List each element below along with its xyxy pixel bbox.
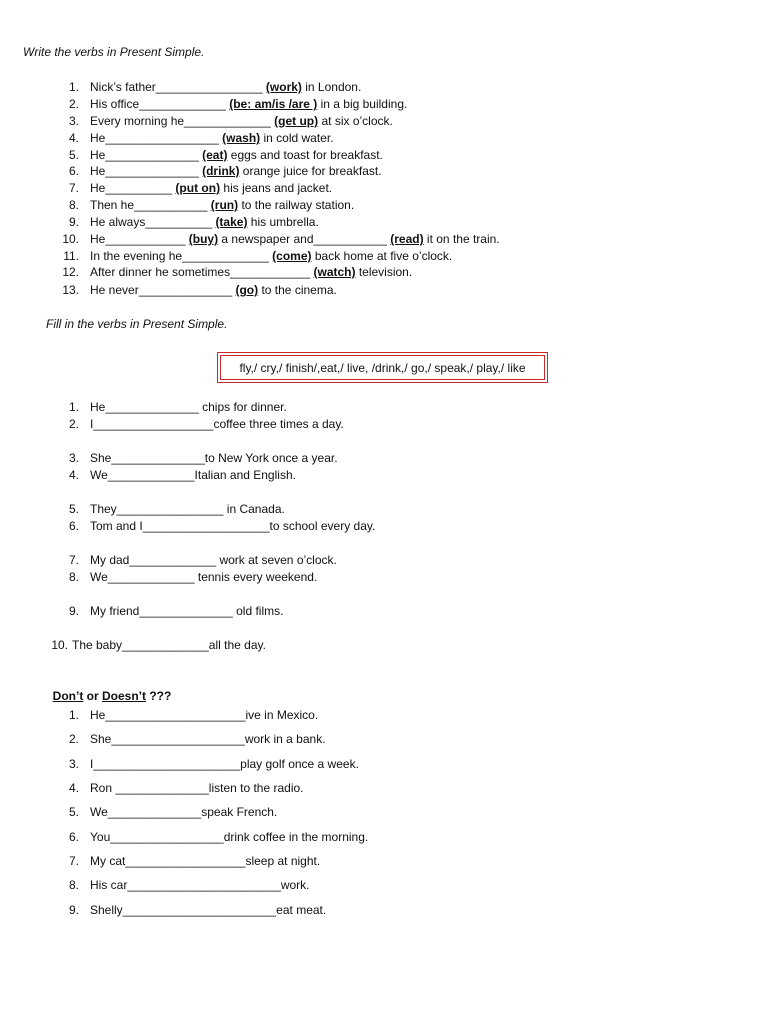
section2-title: Fill in the verbs in Present Simple. [46, 317, 228, 331]
verb-hint: (get up) [274, 114, 319, 128]
item-number: 11. [63, 249, 79, 263]
sentence-fragment: He______________ [90, 148, 203, 162]
item-text: I__________________coffee three times a day. [90, 417, 344, 431]
sentence-fragment: Nick’s father________________ [90, 80, 266, 94]
item-text: He_____________________ive in Mexico. [90, 708, 319, 722]
item-text: Shelly_______________________eat meat. [90, 903, 327, 917]
sentence-fragment: He never______________ [90, 283, 236, 297]
dont-label: Don’t [52, 689, 84, 703]
item-text: We_____________ tennis every weekend. [90, 570, 318, 584]
item-number: 4. [68, 468, 79, 482]
item-text [90, 131, 334, 146]
item-text [90, 148, 383, 163]
verb-hint: (work) [265, 80, 302, 94]
or-label: or [83, 689, 102, 703]
item-number: 7. [68, 181, 79, 195]
item-number: 9. [68, 903, 79, 917]
verb-hint: (drink) [202, 164, 240, 178]
item-number: 5. [68, 502, 79, 516]
item-text: My friend______________ old films. [90, 604, 284, 618]
verb-hint: (run) [210, 198, 239, 212]
item-text [90, 181, 332, 196]
verb-hint: (watch) [313, 265, 356, 279]
item-text: The baby_____________all the day. [72, 638, 266, 652]
item-number: 8. [68, 570, 79, 584]
sentence-fragment: After dinner he sometimes____________ [90, 265, 314, 279]
item-number: 3. [68, 451, 79, 465]
item-number: 1. [68, 400, 79, 414]
item-text [90, 249, 452, 264]
verb-hint: (come) [272, 249, 312, 263]
item-number: 8. [68, 198, 79, 212]
sentence-fragment: He__________ [90, 181, 176, 195]
item-text [90, 283, 337, 298]
sentence-fragment: Then he___________ [90, 198, 211, 212]
item-text [90, 215, 319, 230]
item-number: 6. [68, 830, 79, 844]
word-bank-text: fly,/ cry,/ finish/,eat,/ live, /drink,/ go,/ speak,/ play,/ like [220, 355, 545, 380]
item-number: 6. [68, 519, 79, 533]
item-number: 9. [68, 215, 79, 229]
item-text: His car_______________________work. [90, 878, 310, 892]
item-number: 2. [68, 97, 79, 111]
item-number: 2. [68, 732, 79, 746]
item-text [90, 114, 393, 129]
sentence-fragment: in a big building. [317, 97, 408, 111]
sentence-fragment: to the railway station. [238, 198, 355, 212]
item-number: 13. [62, 283, 79, 297]
item-text [90, 164, 382, 179]
item-text: My dad_____________ work at seven o’clock. [90, 553, 337, 567]
item-number: 2. [68, 417, 79, 431]
item-number: 3. [68, 114, 79, 128]
item-number: 6. [68, 164, 79, 178]
item-text: They________________ in Canada. [90, 502, 285, 516]
sentence-fragment: it on the train. [423, 232, 500, 246]
section1-title: Write the verbs in Present Simple. [23, 45, 205, 59]
sentence-fragment: to the cinema. [258, 283, 337, 297]
item-text [90, 80, 361, 95]
item-text [90, 232, 500, 247]
sentence-fragment: He_________________ [90, 131, 223, 145]
item-text: She____________________work in a bank. [90, 732, 326, 746]
item-text: My cat__________________sleep at night. [90, 854, 321, 868]
item-number: 5. [68, 148, 79, 162]
sentence-fragment: his umbrella. [247, 215, 319, 229]
sentence-fragment: in cold water. [260, 131, 334, 145]
verb-hint: (be: am/is /are ) [229, 97, 318, 111]
item-number: 7. [68, 553, 79, 567]
title-suffix: ??? [146, 689, 172, 703]
item-text: She______________to New York once a year. [90, 451, 338, 465]
item-text: You_________________drink coffee in the morning. [90, 830, 369, 844]
sentence-fragment: television. [355, 265, 413, 279]
item-number: 3. [68, 757, 79, 771]
word-bank-box [217, 352, 548, 383]
doesnt-label: Doesn’t [102, 689, 147, 703]
verb-hint: (go) [235, 283, 259, 297]
verb-hint: (read) [390, 232, 424, 246]
item-text: We_____________Italian and English. [90, 468, 296, 482]
section3-title [46, 674, 171, 704]
item-number: 5. [68, 805, 79, 819]
item-text: He______________ chips for dinner. [90, 400, 287, 414]
verb-hint: (take) [215, 215, 248, 229]
item-number: 1. [68, 80, 79, 94]
verb-hint: (eat) [202, 148, 228, 162]
sentence-fragment: back home at five o’clock. [311, 249, 453, 263]
sentence-fragment: He______________ [90, 164, 203, 178]
sentence-fragment: He always__________ [90, 215, 216, 229]
item-number: 8. [68, 878, 79, 892]
item-text [90, 198, 354, 213]
sentence-fragment: Every morning he_____________ [90, 114, 275, 128]
sentence-fragment: His office_____________ [90, 97, 230, 111]
item-number: 10. [51, 638, 68, 652]
item-number: 9. [68, 604, 79, 618]
item-text: We______________speak French. [90, 805, 278, 819]
sentence-fragment: orange juice for breakfast. [239, 164, 382, 178]
item-text: Tom and I___________________to school every day. [90, 519, 376, 533]
item-number: 12. [62, 265, 79, 279]
verb-hint: (put on) [175, 181, 221, 195]
sentence-fragment: He____________ [90, 232, 189, 246]
item-text [90, 97, 407, 112]
item-number: 7. [68, 854, 79, 868]
sentence-fragment: at six o’clock. [318, 114, 393, 128]
item-number: 10. [62, 232, 79, 246]
item-number: 4. [68, 781, 79, 795]
sentence-fragment: In the evening he_____________ [90, 249, 273, 263]
item-text: Ron ______________listen to the radio. [90, 781, 304, 795]
item-text: I______________________play golf once a week. [90, 757, 359, 771]
item-number: 4. [68, 131, 79, 145]
verb-hint: (buy) [188, 232, 219, 246]
sentence-fragment: in London. [301, 80, 362, 94]
sentence-fragment: his jeans and jacket. [220, 181, 333, 195]
sentence-fragment: a newspaper and___________ [218, 232, 391, 246]
sentence-fragment: eggs and toast for breakfast. [227, 148, 383, 162]
verb-hint: (wash) [222, 131, 261, 145]
item-number: 1. [68, 708, 79, 722]
item-text [90, 265, 412, 280]
